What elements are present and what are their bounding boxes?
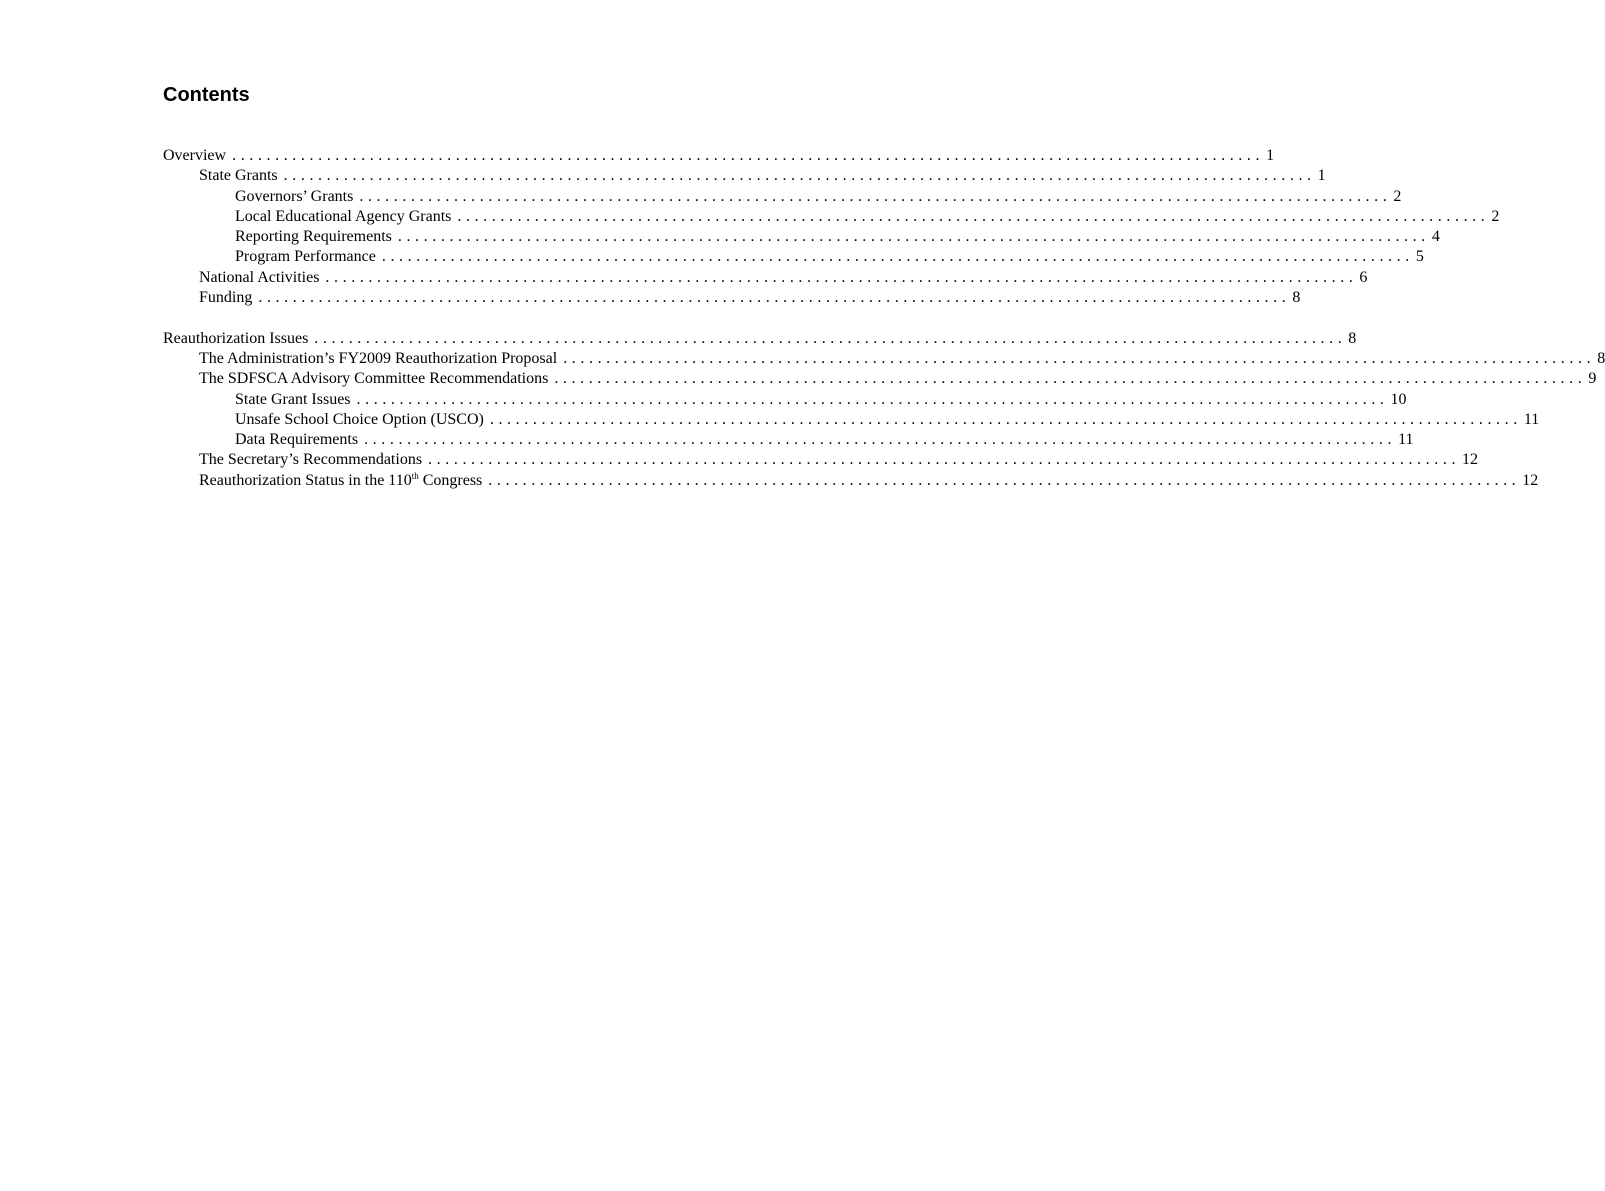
- toc-entry-title: Overview: [163, 147, 227, 164]
- toc-entry-state-grant-issues: [163, 390, 1407, 410]
- page-title: Contents: [163, 84, 250, 106]
- toc-page-number: 2: [1491, 207, 1500, 225]
- toc-page-number: 6: [1359, 268, 1368, 286]
- toc-page-number: 1: [1266, 147, 1275, 164]
- toc-entry-title: Data Requirements: [235, 431, 359, 449]
- toc-dot-leader: ........................................................................................................................: [563, 349, 1596, 367]
- toc-page-number: 8: [1348, 329, 1357, 347]
- toc-entry-title: Program Performance: [235, 248, 376, 266]
- toc-entry-title: Funding: [199, 289, 253, 307]
- toc-entry-funding: [163, 288, 1301, 308]
- toc-page-number: 8: [1292, 289, 1301, 307]
- toc-entry-title: Governors’ Grants: [235, 187, 354, 205]
- toc-entry-title: Reauthorization Issues: [163, 329, 309, 347]
- toc-dot-leader: ........................................................................................................................: [314, 329, 1347, 347]
- toc-dot-leader: ........................................................................................................................: [283, 167, 1316, 185]
- table-of-contents: [163, 146, 1605, 491]
- toc-page-number: 9: [1588, 370, 1597, 388]
- ordinal-suffix: th: [411, 470, 419, 481]
- toc-entry-reauthorization-status: [163, 470, 1539, 491]
- toc-page-number: 10: [1390, 390, 1407, 408]
- toc-dot-leader: ........................................................................................................................: [381, 248, 1414, 266]
- toc-entry-title: The SDFSCA Advisory Committee Recommendations: [199, 370, 549, 388]
- toc-entry-title: Unsafe School Choice Option (USCO): [235, 410, 484, 428]
- toc-dot-leader: ........................................................................................................................: [489, 410, 1522, 428]
- toc-entry-title: State Grant Issues: [235, 390, 351, 408]
- toc-page-number: 1: [1317, 167, 1326, 185]
- toc-entry-lea-grants: [163, 207, 1500, 227]
- toc-page-number: 4: [1431, 228, 1440, 246]
- toc-entry-data-requirements: [163, 430, 1414, 450]
- toc-dot-leader: ........................................................................................................................: [258, 289, 1291, 307]
- toc-entry-usco: [163, 410, 1540, 430]
- toc-dot-leader: ........................................................................................................................: [364, 431, 1397, 449]
- toc-entry-title: Local Educational Agency Grants: [235, 207, 452, 225]
- toc-page-number: 12: [1522, 471, 1539, 489]
- toc-dot-leader: ........................................................................................................................: [457, 207, 1490, 225]
- toc-entry-state-grants: [163, 166, 1326, 186]
- toc-entry-title: National Activities: [199, 268, 320, 286]
- toc-entry-advisory-committee: [163, 369, 1597, 389]
- toc-entry-title: The Secretary’s Recommendations: [199, 451, 423, 469]
- toc-dot-leader: ........................................................................................................................: [488, 471, 1521, 489]
- toc-dot-leader: ........................................................................................................................: [554, 370, 1587, 388]
- toc-entry-title-part: Congress: [418, 471, 483, 489]
- toc-entry-overview: [163, 146, 1275, 166]
- toc-dot-leader: ........................................................................................................................: [232, 147, 1265, 164]
- toc-page-number: 11: [1523, 410, 1540, 428]
- section-spacer: [163, 308, 758, 328]
- toc-dot-leader: ........................................................................................................................: [325, 268, 1358, 286]
- toc-entry-administration-proposal: [163, 349, 1605, 369]
- toc-page-number: 8: [1597, 349, 1605, 367]
- toc-dot-leader: ........................................................................................................................: [356, 390, 1389, 408]
- toc-entry-title: The Administration’s FY2009 Reauthorization Proposal: [199, 349, 558, 367]
- toc-dot-leader: ........................................................................................................................: [359, 187, 1392, 205]
- toc-entry-program-performance: [163, 247, 1424, 267]
- toc-dot-leader: ........................................................................................................................: [428, 451, 1461, 469]
- toc-page-number: 12: [1462, 451, 1479, 469]
- toc-dot-leader: ........................................................................................................................: [397, 228, 1430, 246]
- toc-entry-reporting-requirements: [163, 227, 1440, 247]
- toc-page-number: 11: [1398, 431, 1414, 449]
- toc-entry-title: [199, 471, 488, 491]
- toc-entry-title: State Grants: [199, 167, 278, 185]
- toc-entry-title-part: Reauthorization Status in the 110: [199, 471, 412, 489]
- toc-entry-governors-grants: [163, 187, 1402, 207]
- toc-page-number: 5: [1415, 248, 1424, 266]
- toc-entry-secretary-recommendations: [163, 450, 1479, 470]
- toc-entry-title: Reporting Requirements: [235, 228, 392, 246]
- toc-entry-reauthorization-issues: [163, 329, 1357, 349]
- toc-page-number: 2: [1393, 187, 1402, 205]
- toc-entry-national-activities: [163, 268, 1368, 288]
